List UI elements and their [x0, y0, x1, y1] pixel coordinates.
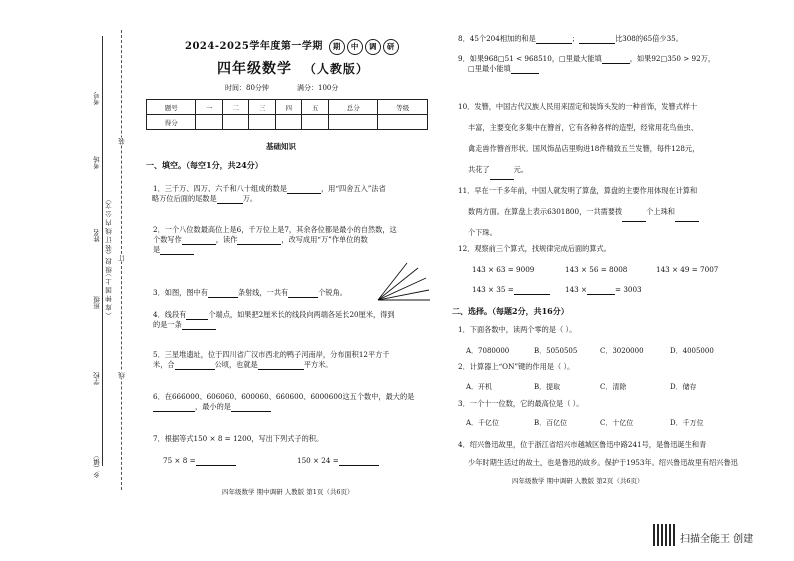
equation-5: 143 × = 3003 — [565, 285, 642, 294]
answer-blank[interactable] — [536, 35, 572, 44]
part1-heading: 一、填空。（每空1分，共24分） — [146, 160, 263, 170]
question-2: 2．一个八位数最高位上是6，千万位上是7，其余各位都是最小的自然数，这 个数写作 ，读作 ，改写成用“万”作单位的数 是 — [153, 225, 397, 254]
score-table-row — [147, 115, 428, 130]
question-7: 7．根据等式150 × 8 = 1200，写出下列式子的积。 — [153, 434, 324, 443]
exam-room-label: 考场 — [93, 156, 101, 169]
bind-right-text: （ 库 钟 国 上 ） — [105, 270, 113, 320]
bind-char-3: 线 — [118, 372, 126, 379]
answer-blank[interactable] — [182, 321, 216, 330]
ray-line — [378, 290, 429, 300]
answer-blank[interactable] — [675, 213, 699, 222]
stamp-1: 期 — [329, 39, 345, 55]
answer-blank[interactable] — [602, 55, 630, 64]
choice-question-1: 1．下面各数中，读两个零的是（ ）。 — [458, 325, 577, 334]
question-10: 10．发簪，中国古代汉族人民用来固定和装饰头发的一种首饰，发簪式样十 丰富，主要变化多集中在簪首，它有各种各样的造型，经常用花鸟鱼虫、 禽走兽作簪首形状。国风饰品店里购进18件精致五兰发簪，每件128元， 共花了 元。 — [458, 96, 748, 180]
option-a[interactable]: A．千亿位 — [466, 419, 500, 427]
question-8: 8．45个204相加的和是 ； 比308的65倍少35。 — [458, 34, 683, 43]
bind-char-2: 订 — [118, 255, 126, 262]
option-a[interactable]: A．7080000 — [466, 347, 510, 355]
name-label: 姓名 — [93, 229, 101, 242]
footer-left: 四年级数学 期中调研 人教版 第1页（共6页） — [222, 488, 354, 496]
ray-line — [378, 263, 407, 300]
question-12: 12．观察前三个算式，找规律完成后面的算式。 — [458, 244, 611, 253]
stamp-4: 研 — [383, 39, 399, 55]
question-7a: 75 × 8 = — [163, 456, 236, 466]
year-text: 2024-2025学年度第一学期 — [185, 41, 323, 52]
footer-right: 四年级数学 期中调研 人教版 第2页（共6页） — [512, 477, 644, 485]
question-11: 11．早在一千多年前，中国人就发明了算盘，算盘的主要作用体现在计算和 数两方面。在算盘上表示6301800，一共需要拨 个上珠和 个下珠。 — [458, 186, 698, 237]
score-cell: 五 — [302, 100, 329, 115]
option-c[interactable]: C．清除 — [600, 383, 627, 391]
stamp-2: 中 — [347, 39, 363, 55]
option-d[interactable]: D．千万位 — [670, 419, 704, 427]
option-d[interactable]: D．储存 — [670, 383, 697, 391]
scanner-watermark: 扫描全能王 创建 — [680, 534, 754, 545]
option-b[interactable]: B．提取 — [534, 383, 561, 391]
equation-4: 143 × 35 = — [472, 285, 550, 295]
choice-question-2: 2．计算器上“ON”键的作用是（ ）。 — [458, 362, 575, 371]
time-text: 时间：80分钟 — [225, 84, 269, 92]
answer-blank[interactable] — [153, 403, 195, 412]
school-label: 学校 — [93, 372, 101, 385]
equation-1: 143 × 63 = 9009 — [472, 265, 535, 274]
score-cell: 题号 — [147, 100, 196, 115]
question-9: 9．如果968□51 < 968510，□里最大能填 ，如果92□350 > 92万， □里最小能填 — [458, 54, 716, 73]
answer-blank[interactable] — [186, 311, 208, 320]
score-input-cell[interactable] — [249, 115, 276, 130]
part2-heading: 二、选择。（每题2分，共16分） — [452, 306, 569, 316]
answer-blank[interactable] — [511, 65, 539, 74]
answer-blank[interactable] — [339, 457, 379, 466]
choice-question-4: 4．绍兴鲁迅故里，位于浙江省绍兴市越城区鲁迅中路241号，是鲁迅诞生和青 少年时期生活过的故土，也是鲁迅的故乡。保护于1953年。绍兴鲁迅故里有绍兴鲁迅 — [458, 440, 738, 467]
equation-3: 143 × 49 = 7007 — [656, 265, 719, 274]
score-input-cell[interactable] — [222, 115, 249, 130]
score-input-cell[interactable] — [275, 115, 302, 130]
question-3: 3．如图，图中有 条射线，一共有 个锐角。 — [153, 288, 347, 297]
answer-blank[interactable] — [237, 236, 281, 245]
question-6: 6．在666000、606060、600060、660600、6000600这五个数中，最大的是 ，最小的是 — [153, 392, 415, 411]
answer-blank[interactable] — [622, 213, 646, 222]
answer-blank[interactable] — [182, 236, 216, 245]
score-cell: 四 — [275, 100, 302, 115]
stamp-3: 调 — [365, 39, 381, 55]
bind-char-1: 装 — [118, 138, 126, 145]
margin-rule — [102, 36, 103, 466]
answer-blank[interactable] — [258, 361, 304, 370]
answer-blank[interactable] — [514, 286, 550, 295]
township-label: 乡（镇） — [93, 452, 101, 478]
score-cell: 总分 — [328, 100, 377, 115]
choice-question-3: 3．一个十一位数，它的最高位是（ ）。 — [458, 399, 584, 408]
question-5: 5．三星堆遗址，位于四川省广汉市西北的鸭子河南岸，分布面积12平方千 米，合 公顷，也就是 平方米。 — [153, 350, 390, 369]
answer-blank[interactable] — [231, 403, 271, 412]
score-cell: 得分 — [147, 115, 196, 130]
option-c[interactable]: C．十亿位 — [600, 419, 634, 427]
edition-text: （人教版） — [303, 62, 369, 76]
answer-blank[interactable] — [196, 457, 236, 466]
score-input-cell[interactable] — [302, 115, 329, 130]
option-d[interactable]: D．4005000 — [670, 347, 714, 355]
score-input-cell[interactable] — [196, 115, 223, 130]
answer-blank[interactable] — [175, 361, 215, 370]
option-a[interactable]: A．开机 — [466, 383, 493, 391]
answer-blank[interactable] — [288, 289, 318, 298]
score-table-row — [147, 100, 428, 115]
score-cell: 三 — [249, 100, 276, 115]
answer-blank[interactable] — [287, 185, 321, 194]
section-title: 基础知识 — [266, 142, 296, 151]
answer-blank[interactable] — [490, 171, 514, 180]
answer-blank[interactable] — [587, 286, 615, 295]
title-text: 四年级数学 — [217, 61, 292, 77]
answer-blank[interactable] — [579, 35, 615, 44]
bind-left-text: 级 段（装 订 线 内 公 文） — [105, 196, 113, 274]
score-table — [146, 99, 428, 130]
question-1: 1．三千万、四万、六千和八十组成的数是 ，用“四舍五入”法省 略万位后面的尾数是 万。 — [152, 184, 386, 203]
year-line — [185, 37, 399, 55]
score-cell: 二 — [222, 100, 249, 115]
answer-blank[interactable] — [160, 246, 194, 255]
option-b[interactable]: B．百亿位 — [534, 419, 568, 427]
answer-blank[interactable] — [217, 195, 243, 204]
score-cell: 等级 — [378, 100, 428, 115]
option-c[interactable]: C．3020000 — [600, 347, 644, 355]
class-label: 班级 — [93, 296, 101, 309]
option-b[interactable]: B．5050505 — [534, 347, 578, 355]
rays-figure — [374, 262, 432, 304]
full-score-text: 满分：100分 — [297, 84, 339, 92]
page-title — [217, 58, 369, 78]
score-input-cell[interactable] — [328, 115, 377, 130]
question-7b: 150 × 24 = — [297, 456, 379, 466]
question-4: 4．线段有 个端点，如果把2厘米长的线段向两端各延长20厘米，得到 的是一条 — [153, 310, 395, 329]
score-cell: 一 — [196, 100, 223, 115]
equation-2: 143 × 56 = 8008 — [565, 265, 628, 274]
answer-blank[interactable] — [208, 289, 238, 298]
qr-code-icon — [653, 524, 675, 546]
score-input-cell[interactable] — [378, 115, 428, 130]
exam-no-label: 考号 — [93, 92, 101, 105]
